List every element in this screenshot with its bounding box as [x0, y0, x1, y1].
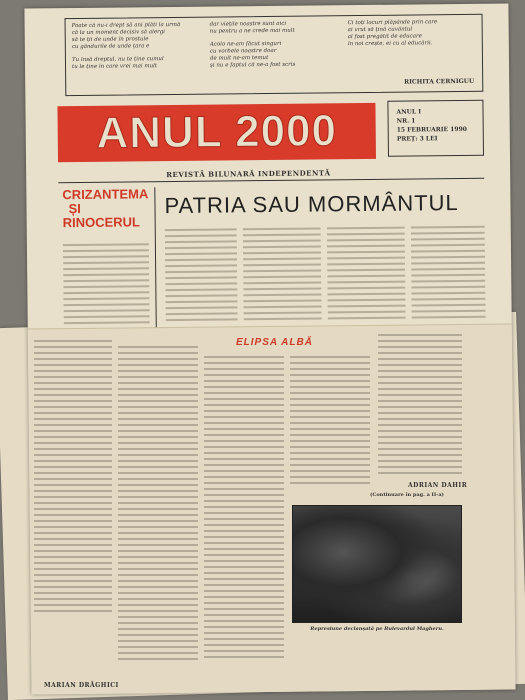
quote-column-2: dar viețile noastre sunt aici nu pentru a ne crede mai mult Acolo ne-am făcut singuri cu vorbele noastre doar de mult ne-am temut și nu e faptul că ne-a fost scris: [209, 20, 296, 69]
second-article-title: ELIPSA ALBĂ: [236, 337, 313, 348]
masthead-subtitle: REVISTĂ BILUNARĂ INDEPENDENTĂ: [166, 168, 331, 180]
header-rule: [58, 178, 484, 183]
issue-number: NR. 1: [396, 117, 416, 125]
main-article-col-1: [165, 224, 238, 325]
main-headline: PATRIA SAU MORMÂNTUL: [164, 190, 459, 219]
masthead-banner: [57, 103, 376, 162]
issue-year: ANUL I: [396, 108, 422, 116]
side-article-author: MARIAN DRĂGHICI: [44, 682, 119, 689]
quote-column-3: Ci toți locuri plăpânde prin care ai vrut să țină cuvântul al fost pregătit de educare în noi crește, ei cu al educării.: [347, 19, 438, 48]
masthead-title: ANUL 2000: [96, 106, 338, 158]
continued-note: (Continuare în pag. a II-a): [370, 492, 444, 498]
street-protest-photo: [292, 505, 462, 623]
lower-col-1: [34, 336, 112, 626]
lower-col-2: [118, 342, 198, 672]
main-article-col-2: [243, 223, 322, 324]
column-rule: [154, 187, 156, 327]
side-article-title: CRIZANTEMA ȘI RINOCERUL: [62, 186, 149, 231]
issue-info-box: [387, 100, 484, 157]
main-article-col-3: [327, 223, 406, 324]
photo-caption: Represiune declanșată pe Bulevardul Magheru.: [310, 626, 444, 632]
main-article-continuation: [378, 330, 462, 480]
quote-author: RICHITA CERNIGUU: [404, 77, 475, 86]
main-article-author: ADRIAN DAHIR: [408, 482, 468, 489]
lower-col-4: [290, 352, 370, 487]
side-article-body: [63, 239, 150, 326]
main-article-col-4: [411, 222, 486, 323]
issue-price: PREȚ: 3 LEI: [396, 135, 438, 143]
quote-column-1: Poate că nu-i drept să ani plăti la urmă că la un moment decisiv să alergi să te ții de unde în prostule cu gândurile de unde țara e Tu însă dreptul, nu te ține cumul tu le ține în care vrei mai mult: [71, 21, 181, 71]
lower-col-3: [204, 352, 284, 672]
issue-date: 15 FEBRUARIE 1990: [396, 125, 467, 134]
top-quotes-box: [65, 14, 484, 96]
